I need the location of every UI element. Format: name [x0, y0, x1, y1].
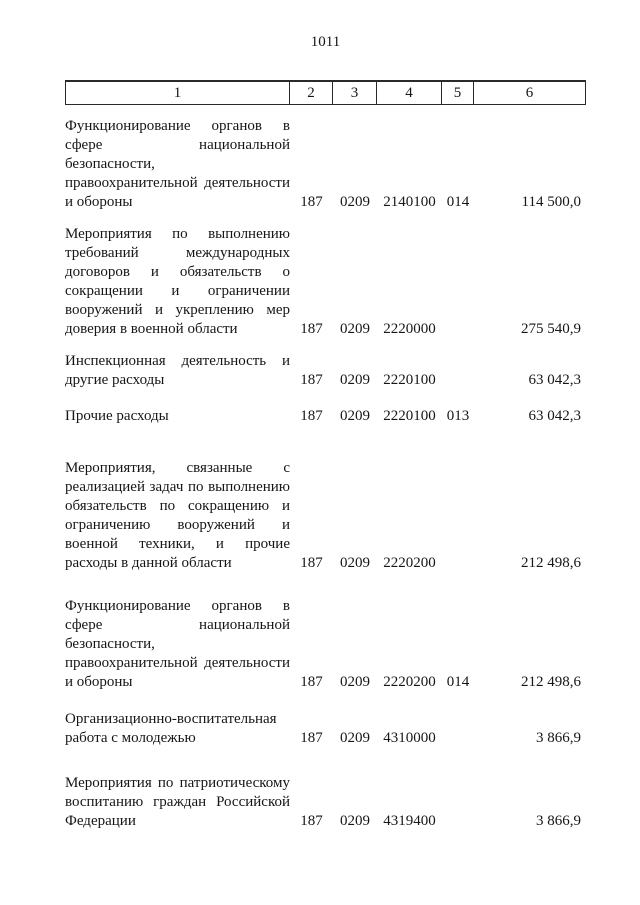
table-row [65, 407, 586, 426]
row-description: Организационно-воспитательная работа с молодежью [65, 711, 277, 746]
row-code-target-item: 2220100 [383, 408, 436, 424]
row-description: Мероприятия по патриотическому воспитанию граждан Российской Федерации [65, 775, 290, 829]
row-code-section: 0209 [340, 674, 370, 690]
row-code-target-item: 2220200 [383, 674, 436, 690]
row-description: Мероприятия по выполнению требований международных договоров и обязательств о сокращении и ограничении вооружений и укреплению мер доверия в военной области [65, 226, 290, 337]
row-code-chapter: 187 [300, 321, 323, 337]
row-code-chapter: 187 [300, 555, 323, 571]
table-row [65, 597, 586, 692]
budget-table [65, 80, 586, 831]
header-col-4: 4 [377, 80, 442, 105]
row-amount: 114 500,0 [521, 194, 581, 210]
row-code-expense-type: 013 [446, 408, 470, 424]
row-amount: 212 498,6 [521, 674, 581, 690]
row-code-target-item: 4319400 [383, 813, 436, 829]
row-code-chapter: 187 [300, 674, 323, 690]
row-description: Инспекционная деятельность и другие расходы [65, 353, 290, 388]
row-code-chapter: 187 [300, 194, 323, 210]
header-col-6: 6 [474, 80, 586, 105]
row-code-section: 0209 [340, 555, 370, 571]
row-code-expense-type: 014 [446, 194, 470, 210]
row-code-target-item: 2220100 [383, 372, 436, 388]
row-amount: 63 042,3 [528, 408, 581, 424]
row-description: Мероприятия, связанные с реализацией задач по выполнению обязательств по сокращению и ограничению вооружений и военной техники, и прочие расходы в данной области [65, 460, 290, 571]
table-row [65, 225, 586, 339]
header-col-3: 3 [333, 80, 377, 105]
row-code-expense-type: 014 [446, 674, 470, 690]
row-code-chapter: 187 [300, 813, 323, 829]
row-code-section: 0209 [340, 408, 370, 424]
row-amount: 3 866,9 [536, 813, 581, 829]
row-code-section: 0209 [340, 813, 370, 829]
table-header-row [65, 80, 586, 105]
row-description: Функционирование органов в сфере национальной безопасности, правоохранительной деятельности и обороны [65, 118, 290, 210]
row-code-target-item: 2220000 [383, 321, 436, 337]
row-code-chapter: 187 [300, 730, 323, 746]
table-row [65, 459, 586, 573]
row-amount: 212 498,6 [521, 555, 581, 571]
row-code-section: 0209 [340, 372, 370, 388]
header-col-5: 5 [442, 80, 474, 105]
row-code-target-item: 2140100 [383, 194, 436, 210]
table-row [65, 710, 586, 748]
row-amount: 275 540,9 [521, 321, 581, 337]
table-row [65, 774, 586, 831]
row-code-target-item: 4310000 [383, 730, 436, 746]
table-row [65, 117, 586, 212]
table-row [65, 352, 586, 390]
page-number: 1011 [310, 34, 341, 50]
row-code-section: 0209 [340, 730, 370, 746]
header-col-1: 1 [65, 80, 290, 105]
row-code-target-item: 2220200 [383, 555, 436, 571]
row-description: Прочие расходы [65, 408, 169, 424]
row-amount: 63 042,3 [528, 372, 581, 388]
row-description: Функционирование органов в сфере национальной безопасности, правоохранительной деятельности и обороны [65, 598, 290, 690]
header-col-2: 2 [290, 80, 333, 105]
row-code-section: 0209 [340, 194, 370, 210]
row-code-section: 0209 [340, 321, 370, 337]
row-code-chapter: 187 [300, 372, 323, 388]
row-amount: 3 866,9 [536, 730, 581, 746]
row-code-chapter: 187 [300, 408, 323, 424]
